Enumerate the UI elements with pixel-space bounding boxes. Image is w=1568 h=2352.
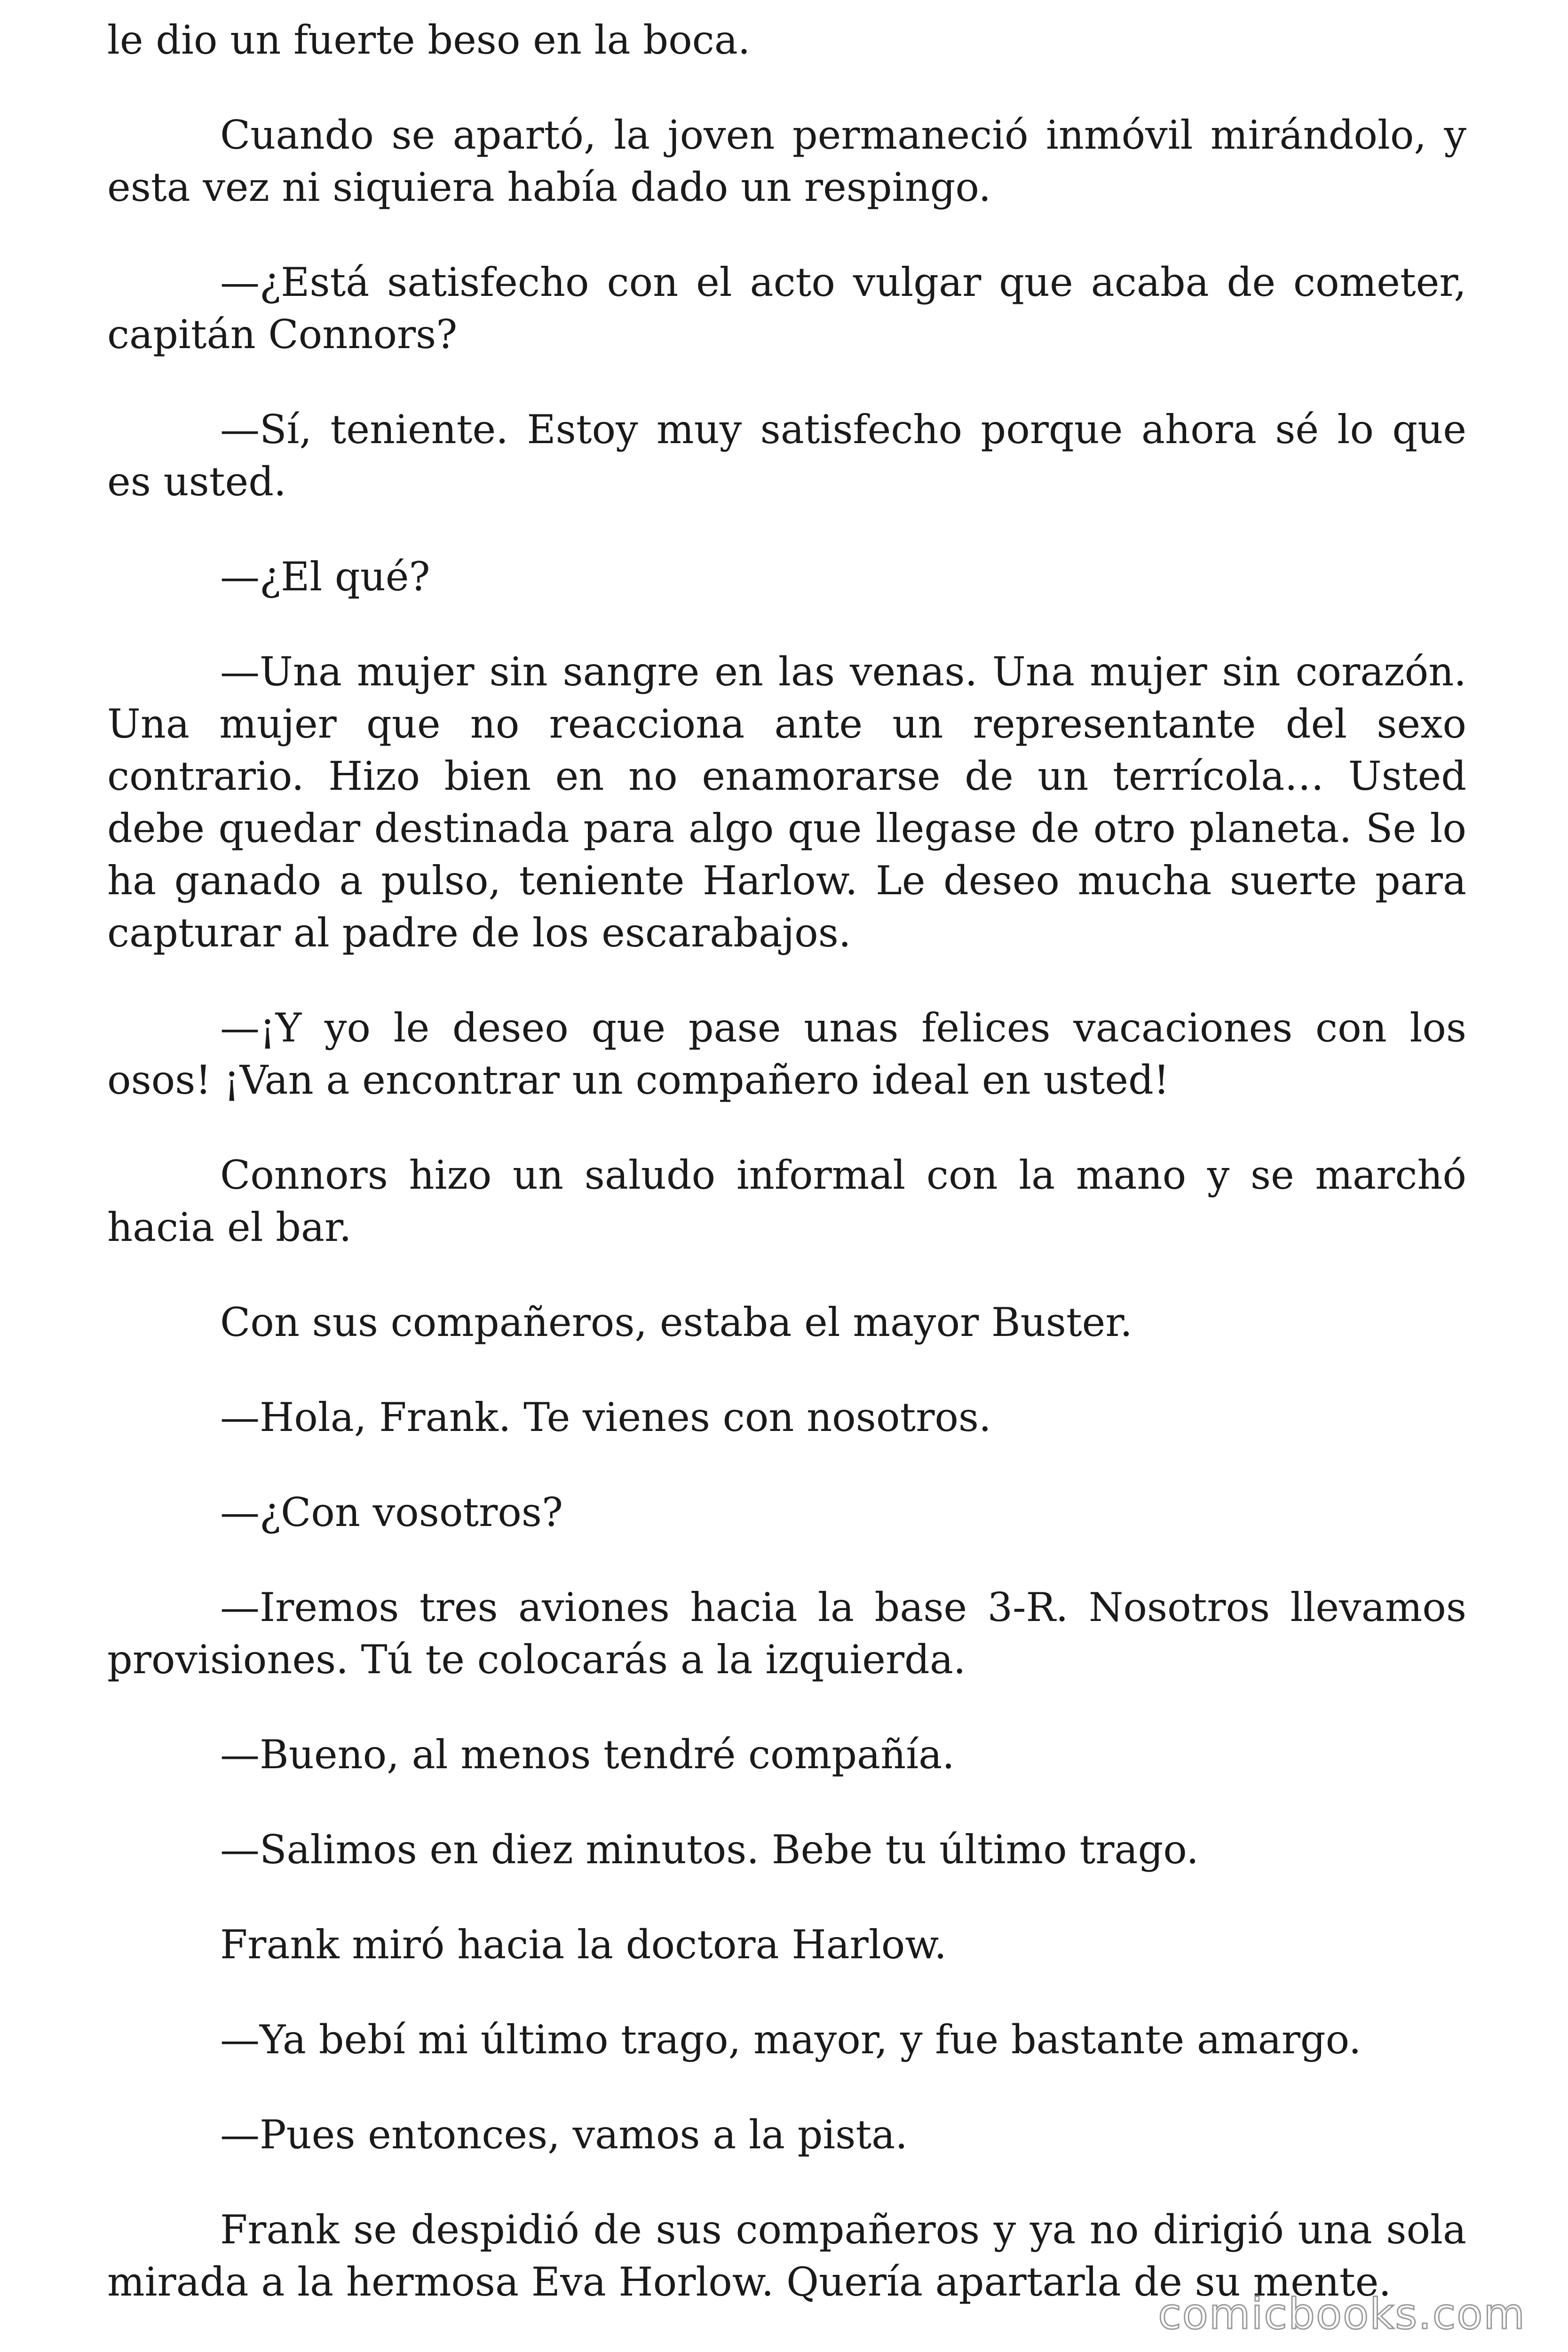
- dialogue-paragraph: —¿El qué?: [220, 554, 430, 600]
- paragraph: Frank miró hacia la doctora Harlow.: [220, 1922, 947, 1968]
- dialogue-paragraph: —¡Y yo le deseo que pase unas felices vacaciones con los osos! ¡Van a encontrar un compañero ideal en usted!: [107, 1005, 1466, 1103]
- dialogue-paragraph: —Pues entonces, vamos a la pista.: [220, 2112, 908, 2158]
- dialogue-paragraph: —Iremos tres aviones hacia la base 3-R. Nosotros llevamos provisiones. Tú te colocarás a la izquierda.: [107, 1584, 1466, 1683]
- dialogue-paragraph: —Hola, Frank. Te vienes con nosotros.: [220, 1394, 991, 1440]
- paragraph: le dio un fuerte beso en la boca.: [107, 17, 751, 63]
- paragraph: Connors hizo un saludo informal con la mano y se marchó hacia el bar.: [107, 1152, 1466, 1250]
- paragraph: Cuando se apartó, la joven permaneció inmóvil mirándolo, y esta vez ni siquiera había dado un respingo.: [107, 112, 1466, 210]
- dialogue-paragraph: —¿Con vosotros?: [220, 1489, 563, 1535]
- dialogue-paragraph: —Salimos en diez minutos. Bebe tu último trago.: [220, 1827, 1199, 1873]
- dialogue-paragraph: —Ya bebí mi último trago, mayor, y fue bastante amargo.: [220, 2017, 1362, 2063]
- dialogue-paragraph: —¿Está satisfecho con el acto vulgar que acaba de cometer, capitán Connors?: [107, 259, 1466, 358]
- watermark: comicbooks.com: [1158, 2289, 1526, 2339]
- dialogue-paragraph: —Bueno, al menos tendré compañía.: [220, 1732, 955, 1778]
- book-page-text: [107, 14, 1466, 2308]
- dialogue-paragraph: —Sí, teniente. Estoy muy satisfecho porque ahora sé lo que es usted.: [107, 406, 1466, 505]
- paragraph: Con sus compañeros, estaba el mayor Buster.: [220, 1299, 1132, 1345]
- paragraph: Frank se despidió de sus compañeros y ya no dirigió una sola mirada a la hermosa Eva Horlow. Quería apartarla de su mente.: [107, 2207, 1466, 2305]
- dialogue-paragraph: —Una mujer sin sangre en las venas. Una mujer sin corazón. Una mujer que no reacciona ante un representante del sexo contrario. Hizo bien en no enamorarse de un terrícola… Usted debe quedar destinada para algo que llegase de otro planeta. Se lo ha ganado a pulso, teniente Harlow. Le deseo mucha suerte para capturar al padre de los escarabajos.: [107, 649, 1466, 956]
